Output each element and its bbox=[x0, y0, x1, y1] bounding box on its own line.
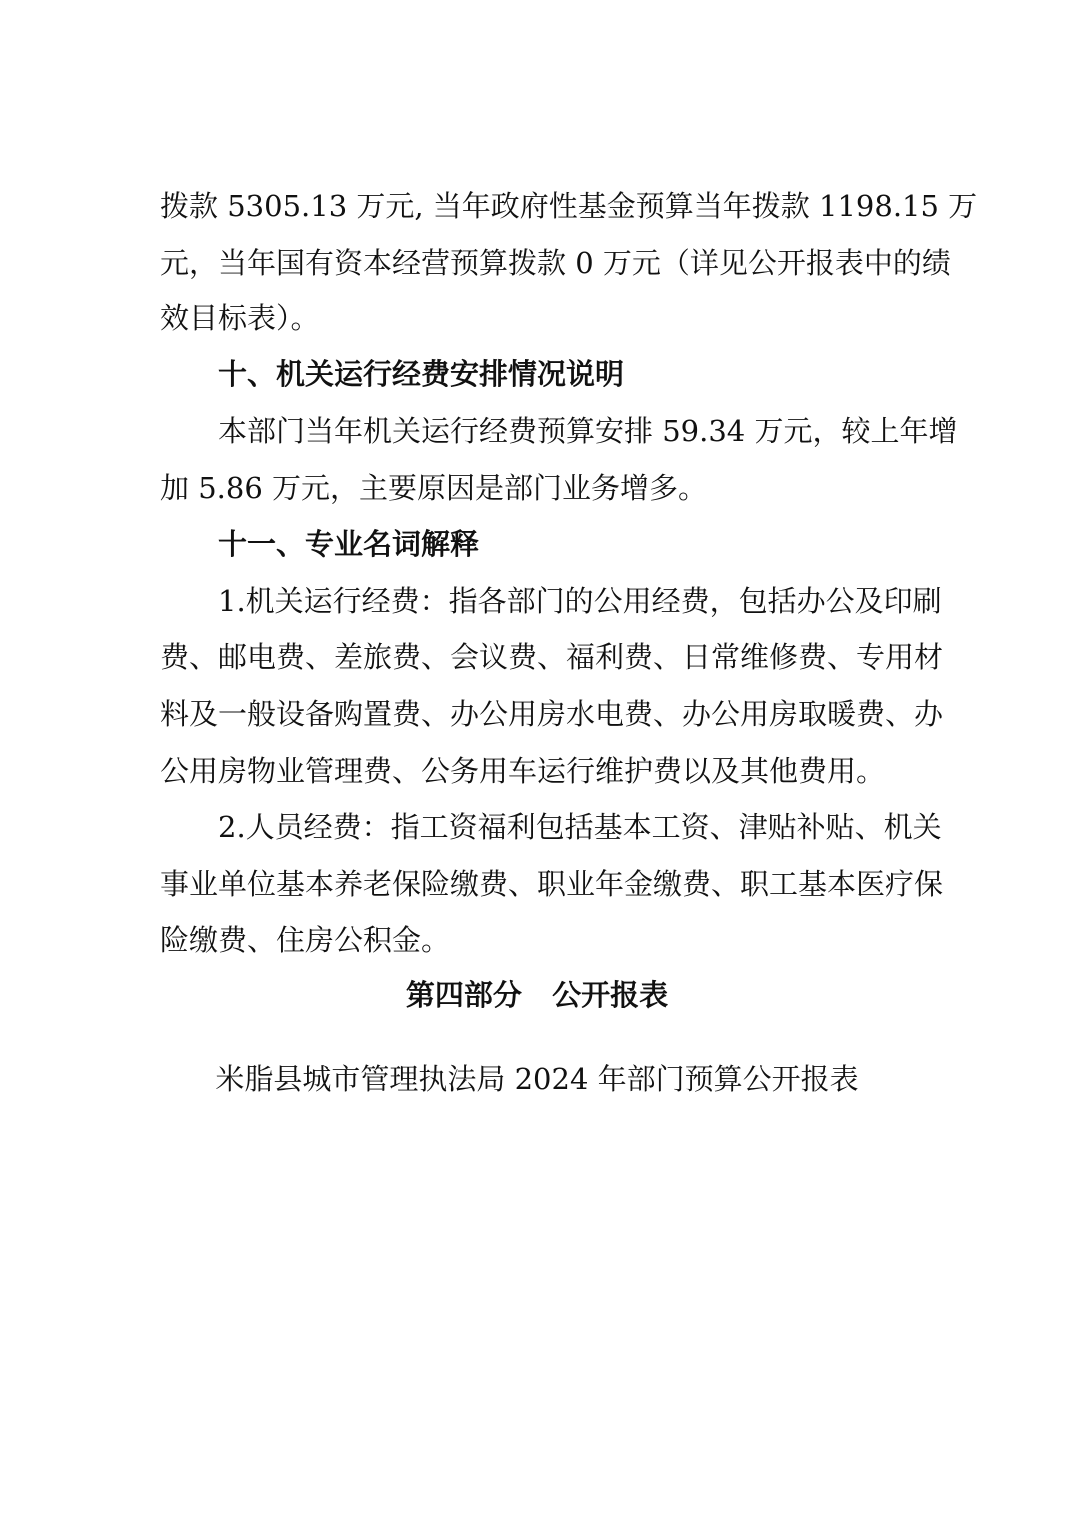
definition-1-line-3: 料及一般设备购置费、办公用房水电费、办公用房取暖费、办 bbox=[160, 697, 944, 731]
paragraph-1-line-1: 拨款 5305.13 万元, 当年政府性基金预算当年拨款 1198.15 万 bbox=[160, 189, 978, 223]
definition-2-line-1: 2.人员经费：指工资福利包括基本工资、津贴补贴、机关 bbox=[218, 810, 942, 844]
report-subtitle: 米脂县城市管理执法局 2024 年部门预算公开报表 bbox=[215, 1062, 859, 1096]
definition-2-line-3: 险缴费、住房公积金。 bbox=[160, 923, 451, 957]
definition-1-line-1: 1.机关运行经费：指各部门的公用经费，包括办公及印刷 bbox=[218, 584, 942, 618]
paragraph-2-line-2: 加 5.86 万元，主要原因是部门业务增多。 bbox=[160, 471, 708, 505]
section-heading-10: 十、机关运行经费安排情况说明 bbox=[218, 357, 625, 391]
part-four-title: 第四部分 公开报表 bbox=[405, 978, 669, 1012]
definition-1-line-2: 费、邮电费、差旅费、会议费、福利费、日常维修费、专用材 bbox=[160, 640, 944, 674]
paragraph-1-line-3: 效目标表）。 bbox=[160, 301, 320, 335]
definition-2-line-2: 事业单位基本养老保险缴费、职业年金缴费、职工基本医疗保 bbox=[160, 867, 944, 901]
paragraph-2-line-1: 本部门当年机关运行经费预算安排 59.34 万元，较上年增 bbox=[218, 414, 958, 448]
section-heading-11: 十一、专业名词解释 bbox=[218, 527, 480, 561]
definition-1-line-4: 公用房物业管理费、公务用车运行维护费以及其他费用。 bbox=[160, 754, 886, 788]
paragraph-1-line-2: 元，当年国有资本经营预算拨款 0 万元（详见公开报表中的绩 bbox=[160, 246, 951, 280]
